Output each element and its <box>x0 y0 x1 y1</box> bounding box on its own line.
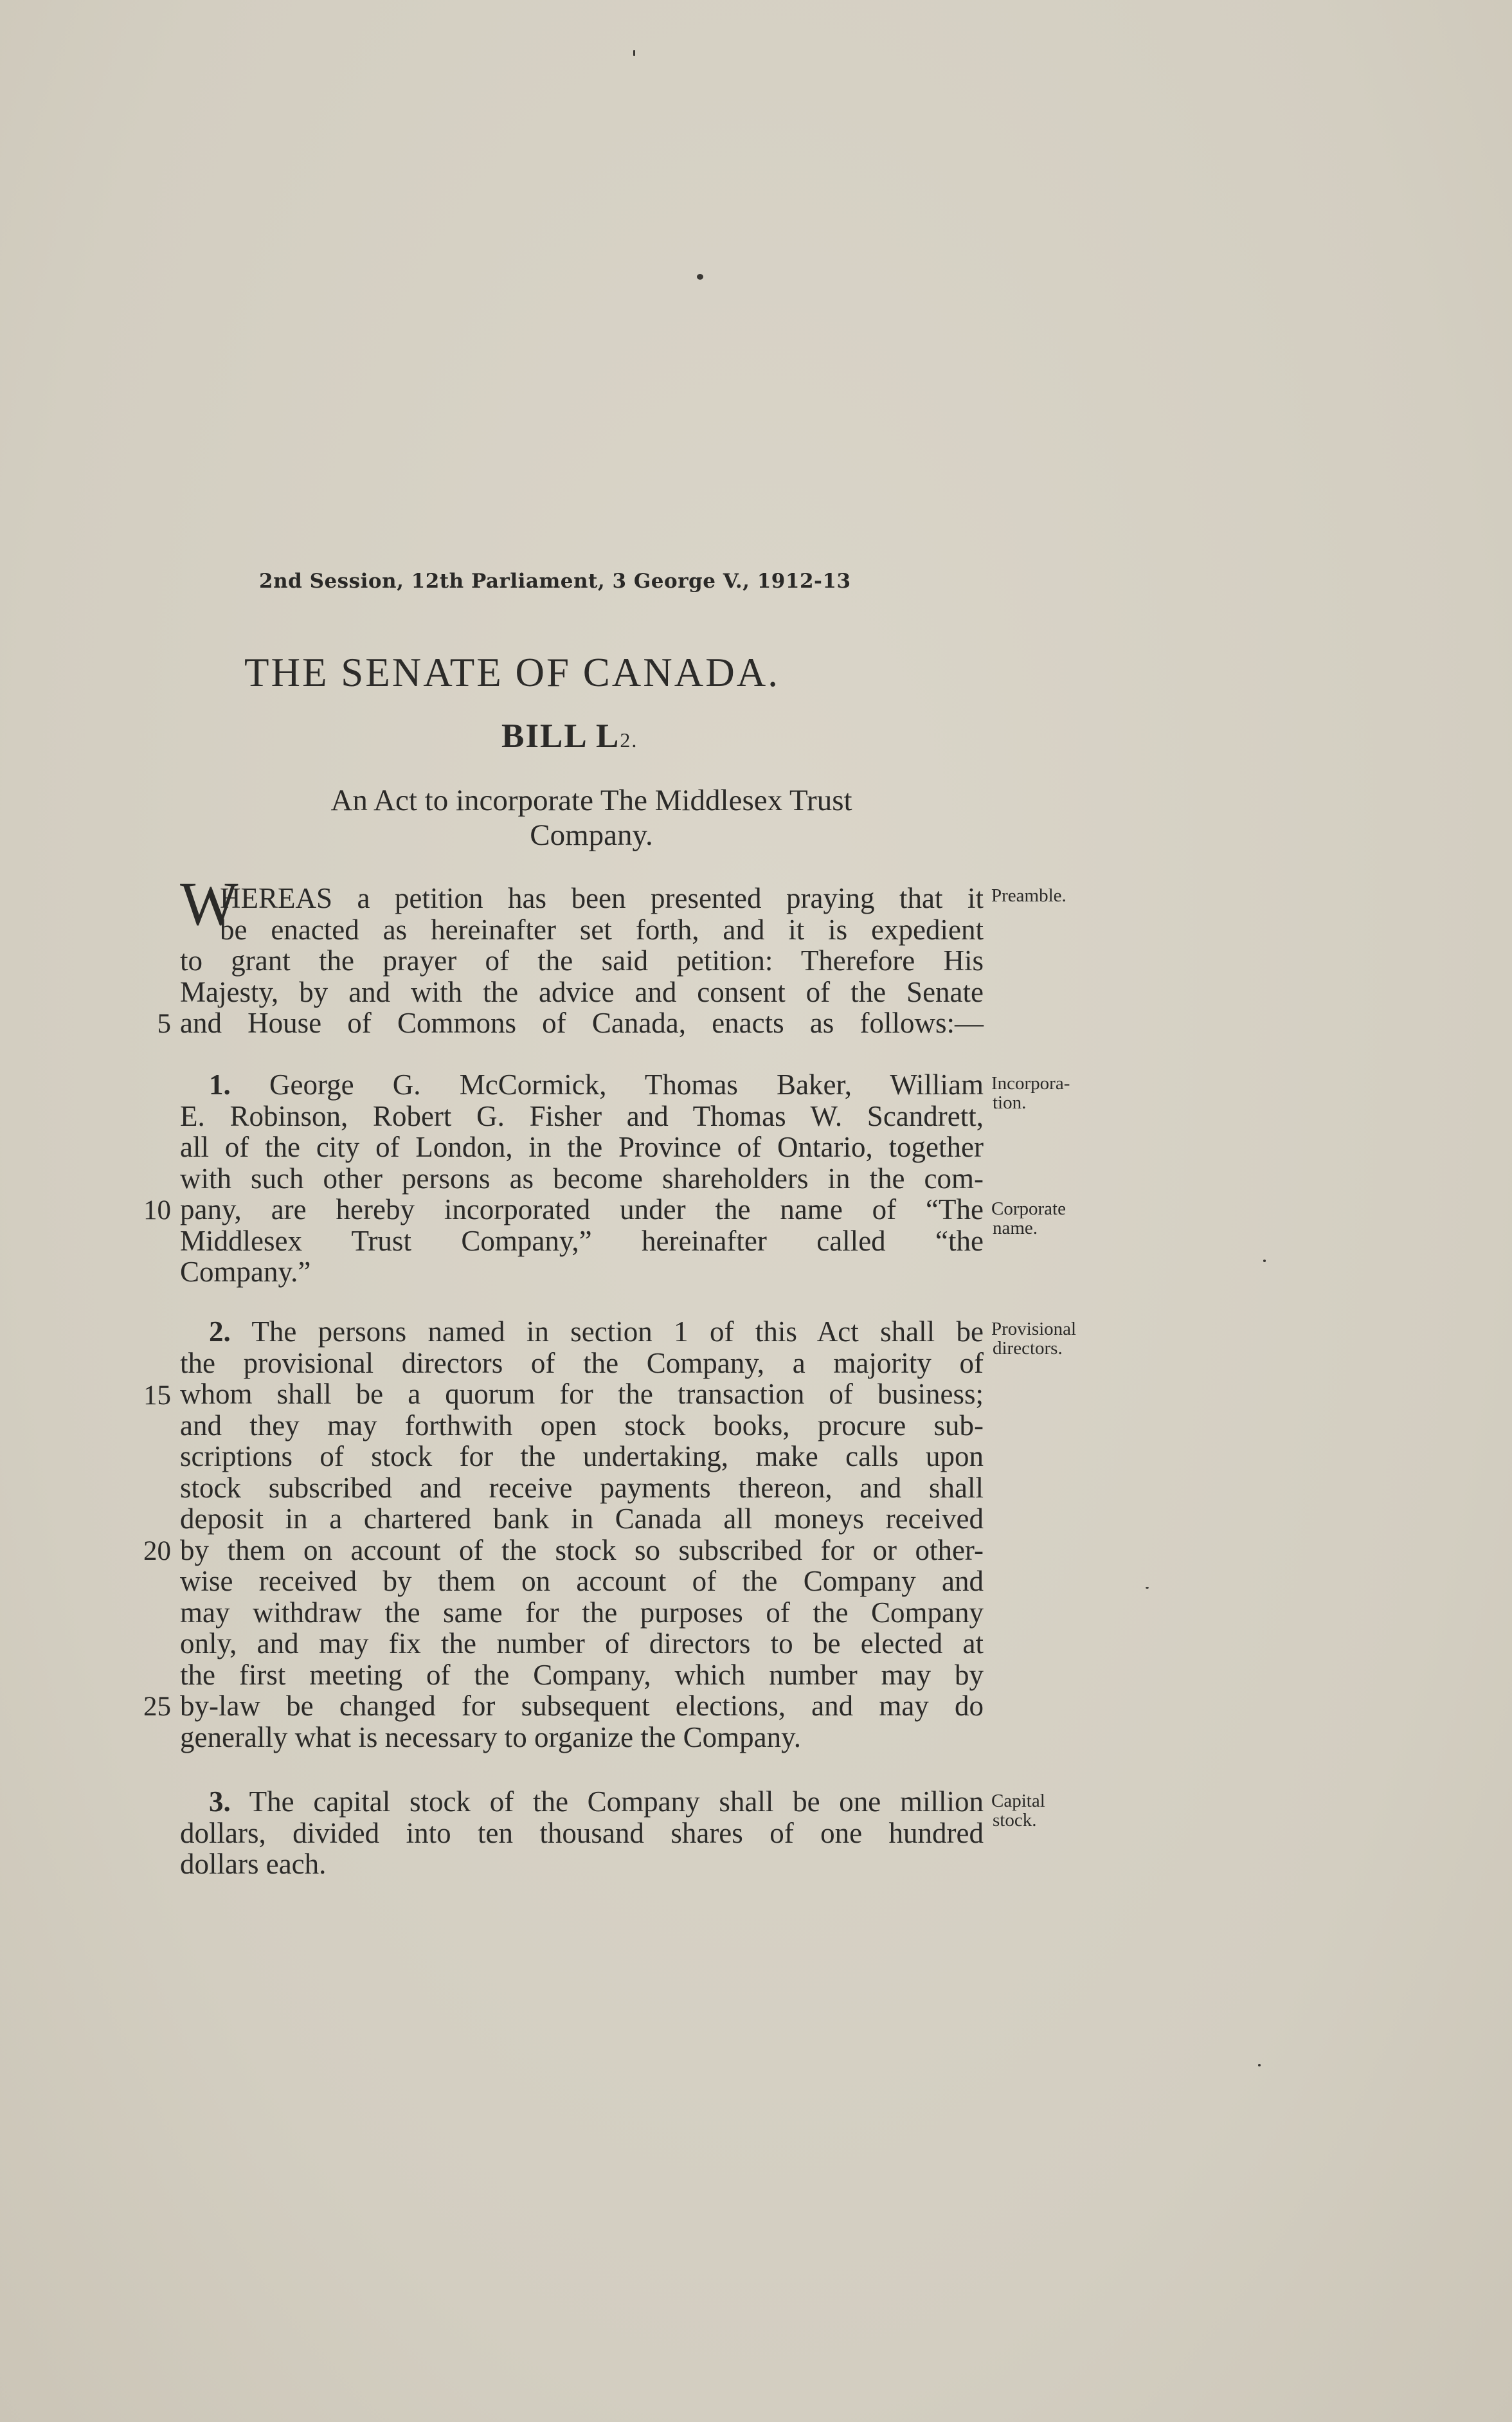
margin-note-line: Corporate <box>991 1198 1066 1219</box>
section-number: 2. <box>209 1315 231 1348</box>
margin-note-incorporation <box>991 1074 1070 1112</box>
section-3 <box>180 1786 984 1880</box>
margin-note-line: Capital <box>991 1791 1045 1811</box>
text-line: with such other persons as become shareholders in the com- <box>180 1162 984 1195</box>
text-line: Company.” <box>180 1256 311 1288</box>
paper-speck <box>1263 1260 1266 1262</box>
line-number: 10 <box>143 1195 171 1225</box>
margin-note-line: stock. <box>993 1810 1037 1830</box>
text-line <box>180 1069 984 1101</box>
text-line: all of the city of London, in the Province of Ontario, together <box>180 1131 984 1163</box>
line-number: 25 <box>143 1692 171 1722</box>
text-line: scriptions of stock for the undertaking, make calls upon <box>180 1440 984 1472</box>
text-line <box>180 1786 984 1818</box>
line-number: 15 <box>143 1380 171 1411</box>
section-2 <box>180 1316 984 1753</box>
section-1 <box>180 1069 984 1288</box>
text-line: HEREAS a petition has been presented praying that it <box>220 882 984 914</box>
text-line: to grant the prayer of the said petition: Therefore His <box>180 944 984 977</box>
text-line: may withdraw the same for the purposes of the Company <box>180 1596 984 1629</box>
text-fragment: George G. McCormick, Thomas Baker, William <box>269 1069 984 1101</box>
margin-note-provisional-directors <box>991 1319 1076 1358</box>
section-number: 3. <box>209 1785 231 1818</box>
text-line: pany, are hereby incorporated under the name of “The <box>180 1193 984 1225</box>
text-line: generally what is necessary to organize the Company. <box>180 1721 801 1753</box>
bill-label: BILL L <box>501 718 620 755</box>
act-title-line: Company. <box>530 818 653 852</box>
margin-note-line: Incorpora- <box>991 1073 1070 1094</box>
session-header: 2nd Session, 12th Parliament, 3 George V., 1912-13 <box>259 570 851 593</box>
text-line: Middlesex Trust Company,” hereinafter called “the <box>180 1224 984 1257</box>
text-line: dollars, divided into ten thousand shares of one hundred <box>180 1816 984 1849</box>
text-line: and House of Commons of Canada, enacts as follows:— <box>180 1007 984 1039</box>
paper-speck <box>1146 1587 1149 1589</box>
text-line: Majesty, by and with the advice and consent of the Senate <box>180 975 984 1008</box>
text-line: dollars each. <box>180 1848 327 1880</box>
text-line: E. Robinson, Robert G. Fisher and Thomas W. Scandrett, <box>180 1099 984 1132</box>
margin-note-line: name. <box>993 1218 1038 1238</box>
text-fragment: The persons named in section 1 of this Act shall be <box>251 1315 984 1348</box>
text-line: by-law be changed for subsequent elections, and may do <box>180 1690 984 1722</box>
line-number: 5 <box>157 1009 171 1039</box>
act-title-line: An Act to incorporate The Middlesex Trust <box>330 784 852 817</box>
text-fragment: The capital stock of the Company shall be one million <box>249 1785 984 1818</box>
margin-note-preamble: Preamble. <box>991 885 1066 906</box>
paper-speck <box>697 274 703 280</box>
margin-note-line: tion. <box>993 1092 1027 1113</box>
section-number: 1. <box>209 1069 231 1101</box>
paper-speck <box>1258 2064 1261 2066</box>
drop-cap: W <box>180 869 239 938</box>
text-line: only, and may fix the number of directors to be elected at <box>180 1627 984 1659</box>
paper-speck <box>633 50 635 56</box>
bill-number <box>501 717 638 755</box>
text-line: the provisional directors of the Company, a majority of <box>180 1346 984 1379</box>
margin-note-capital-stock <box>991 1791 1045 1830</box>
text-line: whom shall be a quorum for the transaction of business; <box>180 1378 984 1410</box>
text-line: stock subscribed and receive payments thereon, and shall <box>180 1471 984 1504</box>
senate-heading: THE SENATE OF CANADA. <box>244 650 780 695</box>
text-line: and they may forthwith open stock books, procure sub- <box>180 1409 984 1441</box>
text-line <box>180 1316 984 1348</box>
bill-subscript: 2. <box>620 728 638 752</box>
margin-note-line: directors. <box>993 1338 1063 1359</box>
text-line: wise received by them on account of the Company and <box>180 1565 984 1597</box>
act-title <box>231 783 951 853</box>
text-line: the first meeting of the Company, which number may by <box>180 1658 984 1691</box>
text-line: deposit in a chartered bank in Canada all moneys received <box>180 1503 984 1535</box>
preamble-paragraph <box>180 883 984 1039</box>
margin-note-corporate-name <box>991 1199 1066 1238</box>
text-line: by them on account of the stock so subscribed for or other- <box>180 1533 984 1566</box>
line-number: 20 <box>143 1536 171 1566</box>
margin-note-line: Provisional <box>991 1319 1077 1339</box>
text-line: be enacted as hereinafter set forth, and it is expedient <box>220 913 984 946</box>
